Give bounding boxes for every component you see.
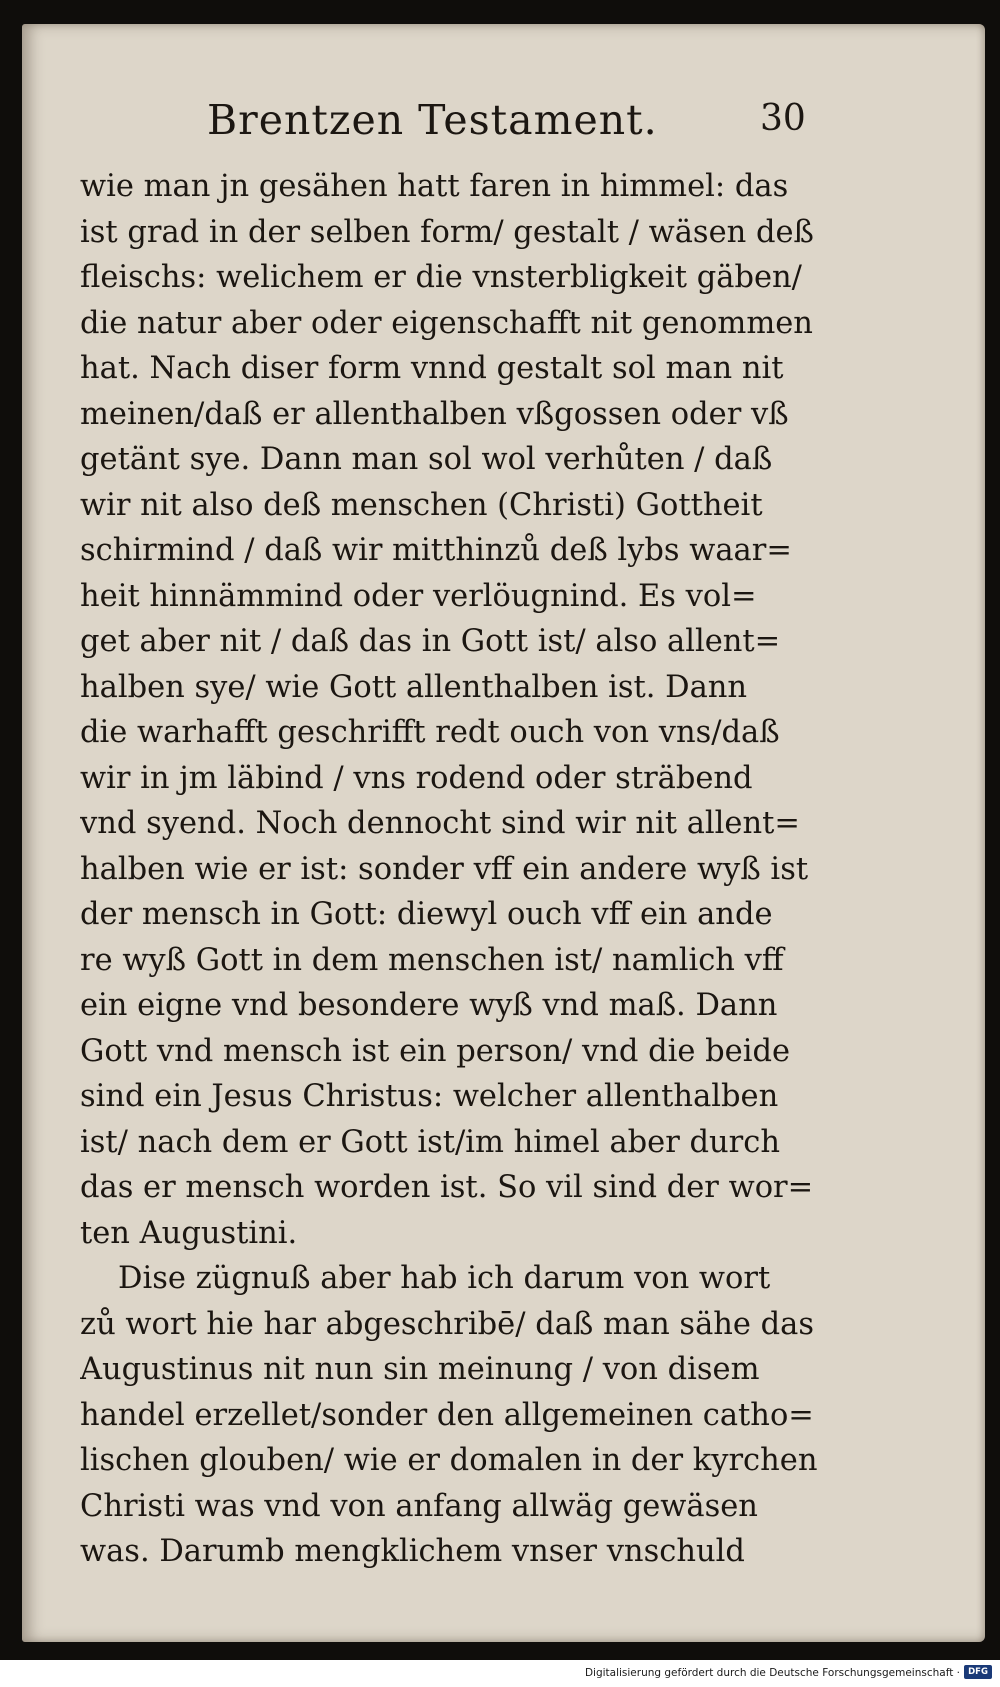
text-line: re wyß Gott in dem menschen ist/ namlich vff: [80, 942, 784, 978]
text-line: lischen glouben/ wie er domalen in der kyrchen: [80, 1443, 818, 1478]
text-line: hat. Nach diser form vnnd gestalt sol man nit: [80, 351, 784, 386]
text-line: getänt sye. Dann man sol wol verhůten / daß: [80, 442, 773, 477]
text-block: [80, 164, 840, 1575]
text-line: ten Augustini.: [80, 1215, 298, 1251]
text-line: zů wort hie har abgeschribē/ daß man sähe das: [80, 1306, 814, 1342]
text-line: sind ein Jesus Christus: welcher allenthalben: [80, 1079, 779, 1114]
book-page: [22, 24, 985, 1642]
text-line: ein eigne vnd besondere wyß vnd maß. Dann: [80, 988, 778, 1023]
text-line: meinen/daß er allenthalben vßgossen oder vß: [80, 396, 789, 432]
folio-number: 30: [760, 98, 806, 139]
text-line: handel erzellet/sonder den allgemeinen catho=: [80, 1397, 814, 1433]
text-line: das er mensch worden ist. So vil sind der wor=: [80, 1170, 814, 1205]
text-line: Christi was vnd von anfang allwäg gewäsen: [80, 1488, 758, 1524]
text-line: der mensch in Gott: diewyl ouch vff ein ande: [80, 897, 773, 932]
text-line: Gott vnd mensch ist ein person/ vnd die beide: [80, 1033, 791, 1069]
text-line: ist/ nach dem er Gott ist/im himel aber durch: [80, 1124, 780, 1160]
text-line: wie man jn gesähen hatt faren in himmel: das: [80, 169, 789, 204]
dfg-logo-icon: DFG: [964, 1665, 992, 1679]
text-line: die warhafft geschrifft redt ouch von vns/daß: [80, 715, 780, 750]
text-line: Augustinus nit nun sin meinung / von disem: [80, 1352, 760, 1387]
text-line: schirmind / daß wir mitthinzů deß lybs waar=: [80, 533, 792, 568]
paragraph-start-line: Dise zügnuß aber hab ich darum von wort: [118, 1261, 771, 1296]
text-line: die natur aber oder eigenschafft nit genommen: [80, 305, 813, 341]
text-line: wir in jm läbind / vns rodend oder sträbend: [80, 760, 753, 796]
text-line: wir nit also deß menschen (Christi) Gottheit: [80, 487, 763, 523]
running-head: Brentzen Testament.: [207, 96, 658, 144]
text-line: heit hinnämmind oder verlöugnind. Es vol=: [80, 578, 757, 614]
text-line: was. Darumb mengklichem vnser vnschuld: [80, 1534, 745, 1569]
text-line: fleischs: welichem er die vnsterbligkeit gäben/: [80, 260, 802, 295]
text-line: halben sye/ wie Gott allenthalben ist. Dann: [80, 669, 748, 705]
text-line: vnd syend. Noch dennocht sind wir nit allent=: [80, 806, 800, 841]
text-line: halben wie er ist: sonder vff ein andere wyß ist: [80, 851, 809, 887]
funding-credit: Digitalisierung gefördert durch die Deutsche Forschungsgemeinschaft ·: [584, 1667, 960, 1679]
text-line: ist grad in der selben form/ gestalt / wäsen deß: [80, 214, 814, 250]
text-line: get aber nit / daß das in Gott ist/ also allent=: [80, 624, 781, 659]
